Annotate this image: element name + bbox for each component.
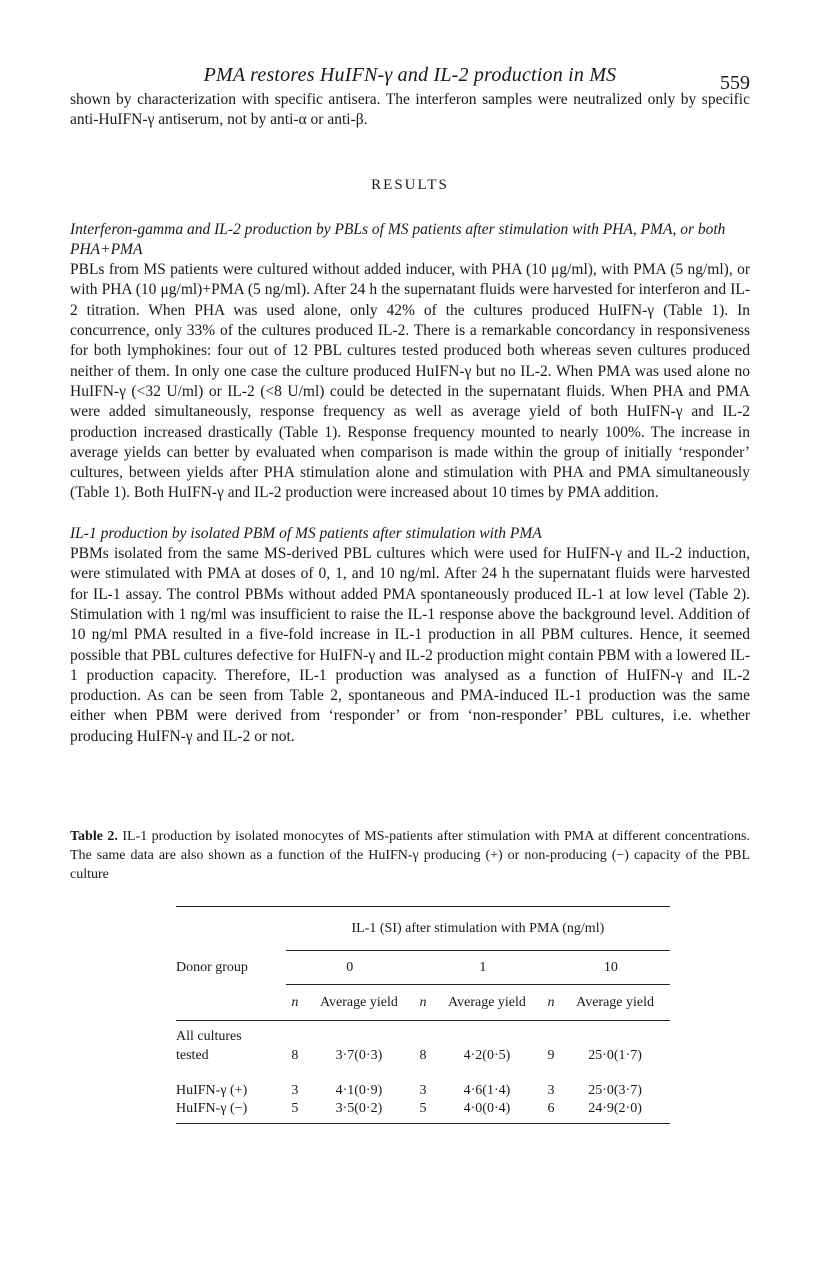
cell-avg: 3·7(0·3) [335,1048,383,1064]
table-2-caption [70,827,750,884]
cell-avg: 4·2(0·5) [463,1048,511,1064]
cell-avg: 25·0(1·7) [588,1048,642,1064]
n-header: n [547,994,555,1010]
cell-n: 5 [419,1101,427,1117]
row-group: HuIFN-γ (+) [176,1083,248,1099]
row-group: HuIFN-γ (−) [176,1101,248,1117]
table-row [176,1045,670,1067]
cell-n: 3 [547,1083,555,1099]
row-group: All cultures [176,1029,242,1045]
cell-n: 3 [419,1083,427,1099]
running-header [70,60,750,94]
dose-header-0: 0 [286,951,414,985]
running-title: PMA restores HuIFN-γ and IL-2 production in MS [203,64,617,86]
cell-n: 8 [419,1048,427,1064]
cell-n: 9 [547,1048,555,1064]
subsection-1-heading: Interferon-gamma and IL-2 production by PBLs of MS patients after stimulation with PHA, PMA, or both PHA+PMA [70,220,726,258]
section-heading: RESULTS [371,176,449,193]
cell-avg: 24·9(2·0) [588,1101,642,1117]
cell-avg: 3·5(0·2) [335,1101,383,1117]
subsection-2-heading: IL-1 production by isolated PBM of MS patients after stimulation with PMA [70,524,542,542]
intro-paragraph: shown by characterization with specific antisera. The interferon samples were neutralized only by specific anti-HuIFN-γ antiserum, not by anti-α or anti-β. [70,91,750,129]
subsection-2-body: PBMs isolated from the same MS-derived PBL cultures which were used for HuIFN-γ and IL-2 induction, were stimulated with PMA at doses of 0, 1, and 10 ng/ml. After 24 h the supernatant fluids were harvested for IL-1 assay. The control PBMs without added PMA spontaneously produced IL-1 at low level (Table 2). Stimulation with 1 ng/ml was insufficient to raise the IL-1 response above the background level. Addition of 10 ng/ml PMA resulted in a five-fold increase in IL-1 production in all PBM cultures. Hence, it seemed possible that PBL cultures defective for HuIFN-γ and IL-2 production might contain PBM with a lowered IL-1 production capacity. Therefore, IL-1 production was analysed as a function of HuIFN-γ and IL-2 production. As can be seen from Table 2, spontaneous and PMA-induced IL-1 production was the same either when PBM were derived from ‘responder’ or from ‘non-responder’ PBL cultures, i.e. whether producing HuIFN-γ and IL-2 or not. [70,545,750,745]
table-2-label: Table 2. [70,829,118,845]
journal-page [70,60,750,1124]
avg-header: Average yield [448,994,526,1010]
table-2-caption-text: IL-1 production by isolated monocytes of MS-patients after stimulation with PMA at different concentrations. The same data are also shown as a function of the HuIFN-γ producing (+) or non-producing (−) capacity of the PBL culture [70,829,750,883]
cell-avg: 4·1(0·9) [335,1083,383,1099]
cell-avg: 25·0(3·7) [588,1083,642,1099]
donor-group-header: Donor group [176,959,248,975]
table-2 [176,906,670,1124]
cell-avg: 4·0(0·4) [463,1101,511,1117]
row-group: tested [176,1048,209,1064]
cell-n: 5 [291,1101,299,1117]
dose-header-1: 1 [414,951,542,985]
cell-n: 3 [291,1083,299,1099]
subsection-1-body: PBLs from MS patients were cultured without added inducer, with PHA (10 μg/ml), with PMA (5 ng/ml), or with PHA (10 μg/ml)+PMA (5 ng/ml). After 24 h the supernatant fluids were harvested for interferon and IL-2 titration. When PHA was used alone, only 42% of the cultures produced HuIFN-γ (Table 1). In concurrence, only 33% of the cultures produced IL-2. There is a remarkable concordancy in responsiveness for both lymphokines: four out of 12 PBL cultures tested produced both whereas seven cultures produced neither of them. In only one case the culture produced HuIFN-γ but no IL-2. When PMA was used alone no HuIFN-γ (<32 U/ml) or IL-2 (<8 U/ml) could be detected in the supernatant fluids. When PHA and PMA were added simultaneously, response frequency as well as average yield of both HuIFN-γ and IL-2 production increased drastically (Table 1). Response frequency mounted to nearly 100%. The increase in average yields can better by evaluated when comparison is made within the group of initially ‘responder’ cultures, between yields after PHA stimulation alone and stimulation with PHA and PMA simultaneously (Table 1). Both HuIFN-γ and IL-2 production were increased about 10 times by PMA addition. [70,261,750,502]
cell-avg: 4·6(1·4) [463,1083,511,1099]
avg-header: Average yield [319,994,398,1010]
dose-header-10: 10 [542,951,670,985]
page-number: 559 [720,72,750,94]
table-2-spanner: IL-1 (SI) after stimulation with PMA (ng/ml) [286,907,670,951]
table-row [176,1081,670,1101]
avg-header: Average yield [576,994,654,1010]
n-header: n [291,994,299,1010]
n-header: n [419,994,427,1010]
table-row [176,1021,670,1046]
table-row [176,1101,670,1124]
cell-n: 6 [547,1101,555,1117]
cell-n: 8 [291,1048,299,1064]
